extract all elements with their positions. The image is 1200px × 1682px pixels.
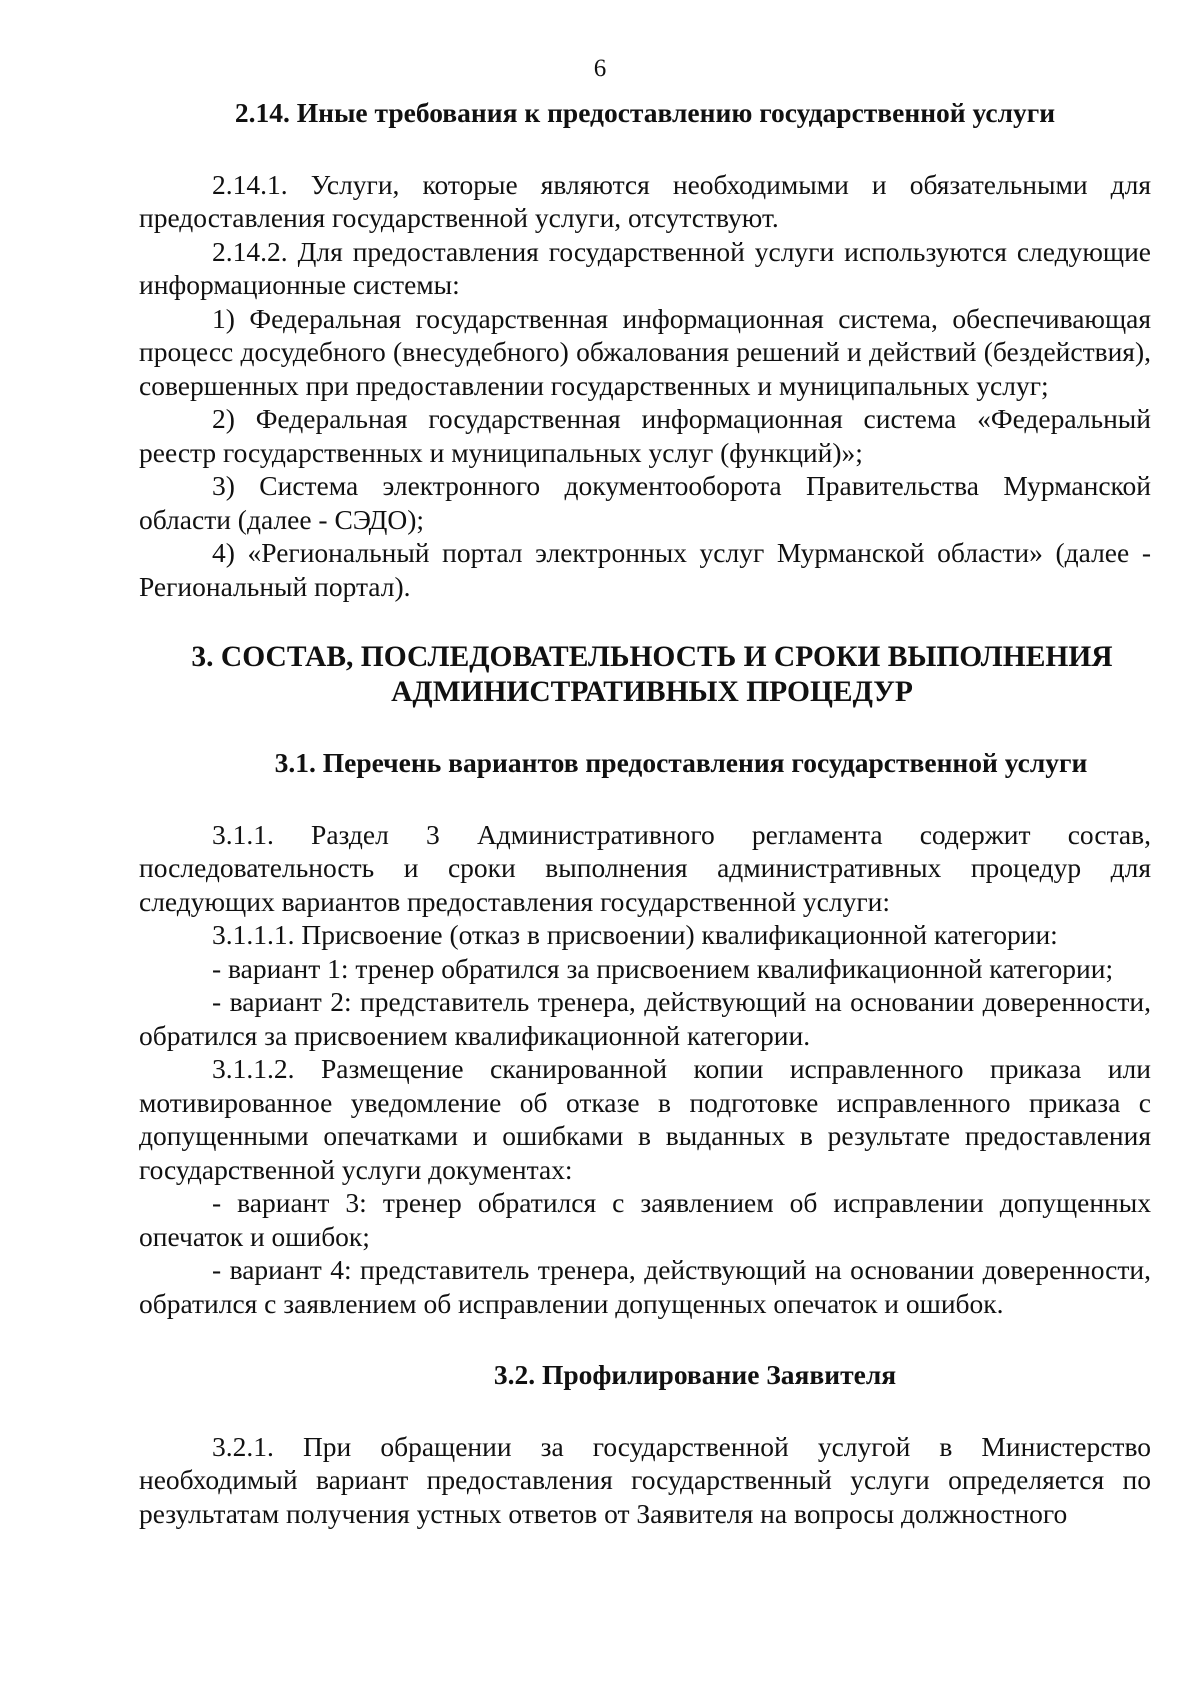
list-item-system-4: 4) «Региональный портал электронных услуг Мурманской области» (далее - Региональный портал).	[139, 537, 1151, 602]
section-3-1-heading: 3.1. Перечень вариантов предоставления государственной услуги	[274, 747, 1088, 778]
list-item-system-2: 2) Федеральная государственная информационная система «Федеральный реестр государственных и муниципальных услуг (функций)»;	[139, 403, 1151, 468]
section-2-14-heading: 2.14. Иные требования к предоставлению государственной услуги	[234, 97, 1056, 128]
section-3-heading-line2: АДМИНИСТРАТИВНЫХ ПРОЦЕДУР	[391, 676, 913, 708]
section-3-heading	[139, 640, 1151, 710]
list-item-variant-2: - вариант 2: представитель тренера, действующий на основании доверенности, обратился за присвоением квалификационной категории.	[139, 986, 1151, 1051]
document-body	[139, 96, 1151, 1530]
section-3-2-heading: 3.2. Профилирование Заявителя	[493, 1359, 897, 1390]
page-number: 6	[593, 55, 607, 82]
section-3-heading-line1: 3. СОСТАВ, ПОСЛЕДОВАТЕЛЬНОСТЬ И СРОКИ ВЫПОЛНЕНИЯ	[191, 641, 1113, 673]
list-item-system-1: 1) Федеральная государственная информационная система, обеспечивающая процесс досудебного (внесудебного) обжалования решений и действий (бездействия), совершенных при предоставлении государственных и муниципальных услуг;	[139, 302, 1151, 401]
list-item-variant-3: - вариант 3: тренер обратился с заявлением об исправлении допущенных опечаток и ошибок;	[139, 1187, 1151, 1252]
paragraph-2-14-2: 2.14.2. Для предоставления государственной услуги используются следующие информационные системы:	[139, 235, 1151, 300]
paragraph-3-1-1-2: 3.1.1.2. Размещение сканированной копии исправленного приказа или мотивированное уведомление об отказе в подготовке исправленного приказа с допущенными опечатками и ошибками в выданных в результате предоставления государственной услуги документах:	[139, 1053, 1151, 1185]
list-item-variant-4: - вариант 4: представитель тренера, действующий на основании доверенности, обратился с заявлением об исправлении допущенных опечаток и ошибок.	[139, 1254, 1151, 1319]
paragraph-2-14-1: 2.14.1. Услуги, которые являются необходимыми и обязательными для предоставления государственной услуги, отсутствуют.	[139, 168, 1151, 233]
paragraph-3-2-1: 3.2.1. При обращении за государственной услугой в Министерство необходимый вариант предоставления государственный услуги определяется по результатам получения устных ответов от Заявителя на вопросы должностного	[139, 1430, 1151, 1529]
paragraph-3-1-1-1: 3.1.1.1. Присвоение (отказ в присвоении) квалификационной категории:	[212, 919, 1058, 950]
paragraph-3-1-1: 3.1.1. Раздел 3 Административного регламента содержит состав, последовательность и сроки выполнения административных процедур для следующих вариантов предоставления государственной услуги:	[139, 818, 1151, 917]
list-item-system-3: 3) Система электронного документооборота Правительства Мурманской области (далее - СЭДО);	[139, 470, 1151, 535]
list-item-variant-1: - вариант 1: тренер обратился за присвоением квалификационной категории;	[212, 952, 1114, 984]
